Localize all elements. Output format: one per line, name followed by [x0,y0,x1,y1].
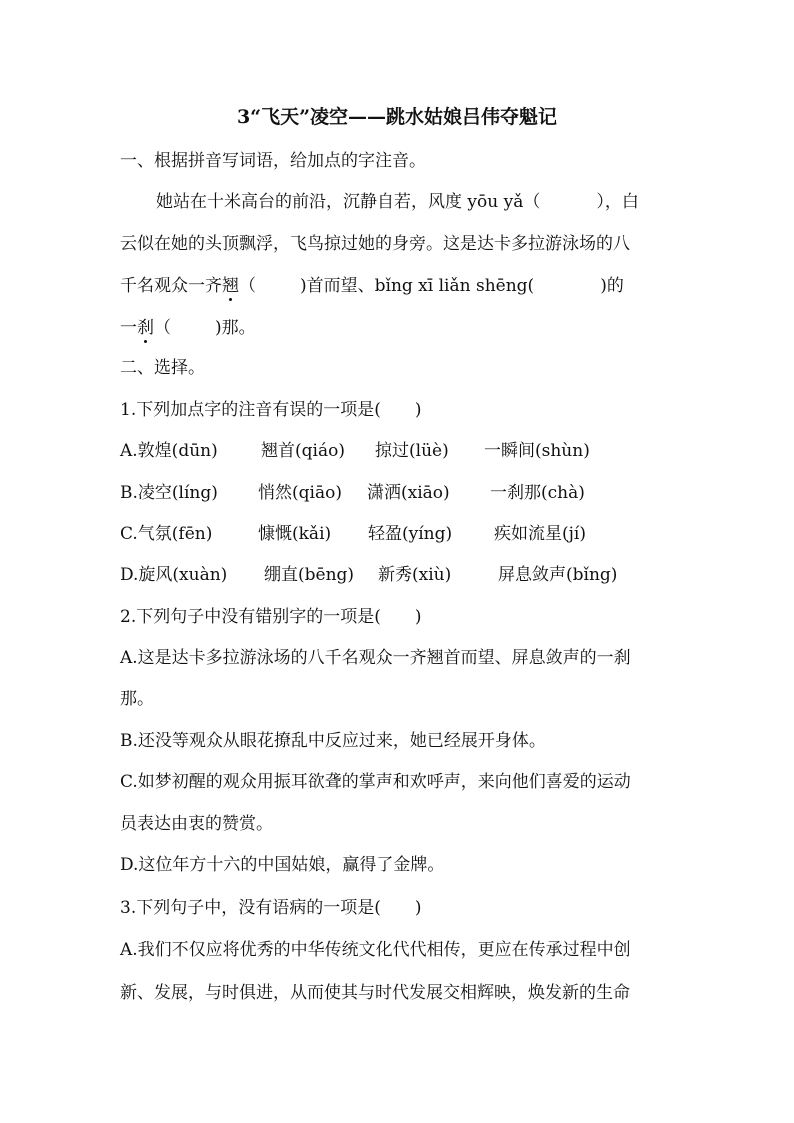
question-2-option-c: C.如梦初醒的观众用振耳欲聋的掌声和欢呼声，来向他们喜爱的运动 [120,772,631,792]
section2-heading: 二、选择。 [120,358,205,378]
text-span: )首而望、bǐng xī liǎn shēng( [300,276,535,296]
option-item: D.旋风(xuàn) [120,565,228,585]
text-span: )的 [600,276,624,296]
question-2-option-b: B.还没等观众从眼花撩乱中反应过来，她已经展开身体。 [120,731,546,751]
option-item: A.敦煌(dūn) [120,441,218,461]
question-2-option-a-cont: 那。 [120,689,154,709]
page-title: 3“飞天”凌空——跳水姑娘吕伟夺魁记 [236,106,558,128]
option-item: 轻盈(yíng) [368,524,453,544]
section1-paragraph-line-4 [120,317,680,339]
option-item: 翘首(qiáo) [261,441,345,461]
section1-paragraph-line-1 [156,191,680,213]
text-span: 她站在十米高台的前沿，沉静自若，风度 yōu yǎ（ [156,192,541,212]
option-item: 一瞬间(shùn) [484,441,590,461]
question-2-option-a: A.这是达卡多拉游泳场的八千名观众一齐翘首而望、屏息敛声的一刹 [120,648,631,668]
question-3-option-a: A.我们不仅应将优秀的中华传统文化代代相传，更应在传承过程中创 [120,940,631,960]
question-1-stem: 1.下列加点字的注音有误的一项是( ) [120,400,422,420]
option-item: 一刹那(chà) [490,483,585,503]
dotted-character: 翘 [222,276,239,296]
option-item: C.气氛(fēn) [120,524,213,544]
question-3-option-a-cont: 新、发展，与时俱进，从而使其与时代发展交相辉映，焕发新的生命 [120,983,630,1003]
option-item: 掠过(lüè) [375,441,449,461]
section1-heading: 一、根据拼音写词语，给加点的字注音。 [120,151,426,171]
text-span: ），白 [596,192,639,212]
text-span: （ [154,318,171,338]
option-item: 疾如流星(jí) [494,524,586,544]
question-2-stem: 2.下列句子中没有错别字的一项是( ) [120,607,422,627]
question-3-stem: 3.下列句子中，没有语病的一项是( ) [120,898,422,918]
option-item: 新秀(xiù) [378,565,452,585]
text-span: 一 [120,318,137,338]
question-2-option-d: D.这位年方十六的中国姑娘，赢得了金牌。 [120,855,445,875]
option-item: 慷慨(kǎi) [258,524,332,544]
option-item: B.凌空(líng) [120,483,218,503]
option-item: 绷直(bēng) [264,565,355,585]
question-2-option-c-cont: 员表达由衷的赞赏。 [120,814,273,834]
option-item: 悄然(qiāo) [258,483,342,503]
section1-paragraph-line-2: 云似在她的头顶飘浮，飞鸟掠过她的身旁。这是达卡多拉游泳场的八 [120,234,630,254]
section1-paragraph-line-3 [120,275,680,297]
text-span: 千名观众一齐 [120,276,222,296]
option-item: 潇洒(xiāo) [367,483,450,503]
dotted-character: 刹 [137,318,154,338]
text-span: )那。 [215,318,256,338]
text-span: （ [239,276,256,296]
option-item: 屏息敛声(bǐng) [498,565,618,585]
